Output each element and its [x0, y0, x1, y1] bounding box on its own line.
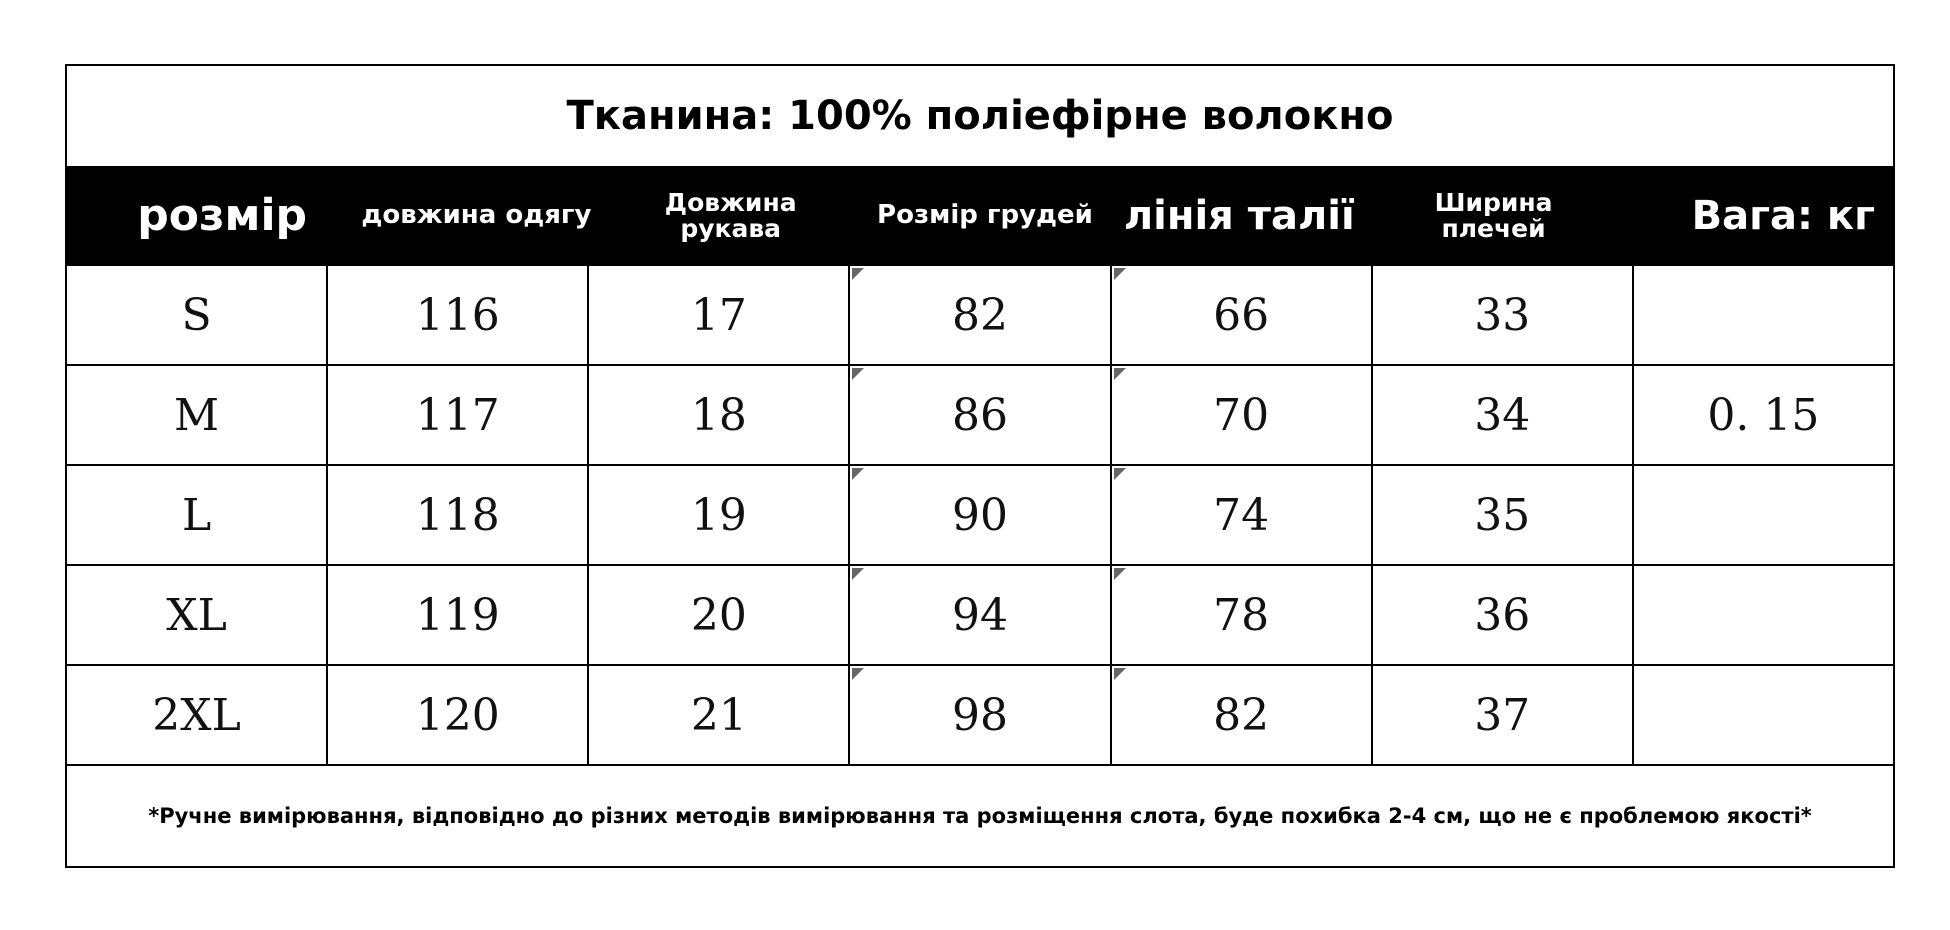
- cell-chest-value: 82: [951, 289, 1008, 341]
- corner-marker: [1114, 268, 1126, 280]
- header-shoulder-line1: Ширина: [1434, 187, 1553, 217]
- cell-shoulder: 37: [1373, 666, 1634, 764]
- cell-waist: [1112, 566, 1373, 664]
- cell-waist: [1112, 466, 1373, 564]
- table-row: [67, 666, 1893, 764]
- cell-waist-value: 66: [1213, 289, 1270, 341]
- cell-chest: [850, 266, 1111, 364]
- cell-shoulder: 33: [1373, 266, 1634, 364]
- cell-chest-value: 98: [951, 689, 1008, 741]
- cell-weight: [1634, 666, 1893, 764]
- size-chart: [65, 64, 1895, 868]
- cell-waist: [1112, 366, 1373, 464]
- cell-length: 120: [328, 666, 589, 764]
- cell-weight: [1634, 566, 1893, 664]
- cell-waist: [1112, 266, 1373, 364]
- table-row: [67, 566, 1893, 666]
- cell-weight: [1634, 266, 1893, 364]
- header-waist: лінія талії: [1123, 193, 1355, 239]
- table-row: [67, 466, 1893, 566]
- corner-marker: [852, 368, 864, 380]
- header-length: довжина одягу: [361, 200, 592, 231]
- header-shoulder: [1366, 166, 1620, 266]
- header-sleeve-line1: Довжина: [664, 187, 797, 217]
- cell-chest: [850, 566, 1111, 664]
- corner-marker: [852, 268, 864, 280]
- header-weight: Вага: кг: [1691, 193, 1875, 239]
- cell-waist-value: 70: [1213, 389, 1270, 441]
- cell-chest: [850, 666, 1111, 764]
- cell-length: 116: [328, 266, 589, 364]
- cell-chest-value: 90: [951, 489, 1008, 541]
- cell-chest-value: 86: [951, 389, 1008, 441]
- cell-sleeve: 20: [589, 566, 850, 664]
- chart-title: Тканина: 100% поліефірне волокно: [566, 93, 1394, 139]
- cell-shoulder: 34: [1373, 366, 1634, 464]
- cell-waist-value: 82: [1213, 689, 1270, 741]
- corner-marker: [852, 568, 864, 580]
- header-sleeve-line2: рукава: [680, 214, 782, 243]
- cell-sleeve: 21: [589, 666, 850, 764]
- corner-marker: [852, 668, 864, 680]
- cell-chest: [850, 466, 1111, 564]
- cell-chest-value: 94: [951, 589, 1008, 641]
- cell-waist-value: 74: [1213, 489, 1270, 541]
- cell-waist: [1112, 666, 1373, 764]
- cell-length: 119: [328, 566, 589, 664]
- cell-length: 117: [328, 366, 589, 464]
- cell-size: L: [67, 466, 328, 564]
- header-shoulder-line2: плечей: [1441, 214, 1546, 243]
- cell-shoulder: 36: [1373, 566, 1634, 664]
- measurement-note: *Ручне вимірювання, відповідно до різних методів вимірювання та розміщення слота, буде похибка 2-4 см, що не є проблемою якості*: [148, 804, 1812, 828]
- corner-marker: [1114, 568, 1126, 580]
- corner-marker: [852, 468, 864, 480]
- header-row: [67, 166, 1893, 266]
- cell-size: S: [67, 266, 328, 364]
- corner-marker: [1114, 668, 1126, 680]
- cell-sleeve: 19: [589, 466, 850, 564]
- cell-sleeve: 18: [589, 366, 850, 464]
- cell-chest: [850, 366, 1111, 464]
- cell-size: XL: [67, 566, 328, 664]
- corner-marker: [1114, 468, 1126, 480]
- cell-size: M: [67, 366, 328, 464]
- cell-sleeve: 17: [589, 266, 850, 364]
- cell-length: 118: [328, 466, 589, 564]
- header-size: розмір: [137, 189, 308, 241]
- size-table: [67, 266, 1893, 766]
- table-row: [67, 366, 1893, 466]
- cell-waist-value: 78: [1213, 589, 1270, 641]
- header-chest: Розмір грудей: [877, 200, 1093, 231]
- header-sleeve: [604, 166, 858, 266]
- table-row: [67, 266, 1893, 366]
- cell-weight: [1634, 466, 1893, 564]
- cell-weight: 0. 15: [1707, 389, 1820, 441]
- corner-marker: [1114, 368, 1126, 380]
- cell-size: 2XL: [67, 666, 328, 764]
- cell-shoulder: 35: [1373, 466, 1634, 564]
